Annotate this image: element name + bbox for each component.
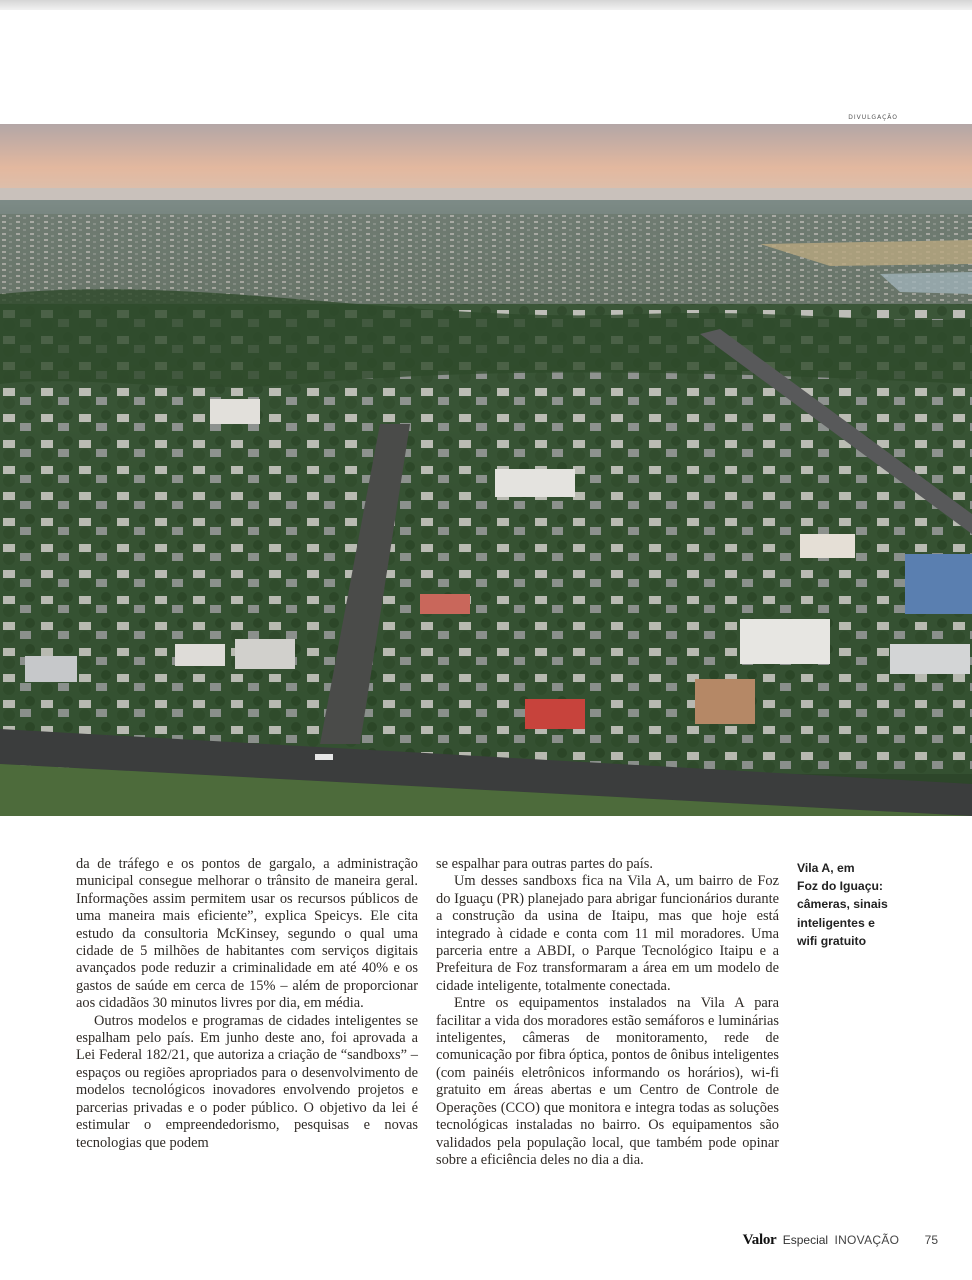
photo-caption bbox=[797, 859, 907, 950]
caption-line: inteligentes e bbox=[797, 915, 875, 930]
article-paragraph: Outros modelos e programas de cidades inteligentes se espalham pelo país. Em junho deste ano, foi aprovada a Lei Federal 182/21, que autoriza a criação de “sandboxs” – espaços ou regiões apropriados para o desenvolvimento de modelos tecnológicos inovadores envolvendo projetos e parcerias privadas e o poder público. O objetivo da lei é estimular o empreendedorismo, pesquisas e novas tecnologias que podem bbox=[76, 1012, 418, 1151]
topic-label: INOVAÇÃO bbox=[834, 1233, 900, 1247]
viewer-top-edge bbox=[0, 0, 972, 10]
article-paragraph: da de tráfego e os pontos de gargalo, a administração municipal consegue melhorar o trânsito de maneira geral. Informações assim permitem usar os recursos públicos de uma maneira mais eficiente”, explica Speicys. Ele cita estudo da consultoria McKinsey, segundo o qual uma cidade de 5 milhões de habitantes com serviços digitais avançados pode reduzir a criminalidade em até 40% e os gastos de saúde em cerca de 15% – além de proporcionar aos cidadãos 30 minutos livres por dia, em média. bbox=[76, 856, 418, 1012]
caption-line: wifi gratuito bbox=[797, 933, 867, 948]
caption-line: câmeras, sinais bbox=[797, 897, 888, 912]
page-number: 75 bbox=[924, 1233, 938, 1247]
article-paragraph: se espalhar para outras partes do país. bbox=[436, 856, 653, 872]
caption-line: Foz do Iguaçu: bbox=[797, 879, 883, 894]
page-footer bbox=[743, 1232, 938, 1249]
brand-logo: Valor bbox=[742, 1232, 777, 1248]
article-paragraph: Um desses sandboxs fica na Vila A, um bairro de Foz do Iguaçu (PR) planejado para abrigar funcionários durante a construção da usina de Itaipu, mas que hoje está integrado à cidade e conta com 11 mil moradores. Uma parceria entre a ABDI, o Parque Tecnológico Itaipu e a Prefeitura de Foz transformaram a área em um modelo de cidade inteligente, totalmente conectada. bbox=[436, 873, 779, 994]
aerial-city-photo bbox=[0, 124, 972, 816]
caption-line: Vila A, em bbox=[797, 861, 855, 875]
photo-credit: DIVULGAÇÃO bbox=[848, 114, 898, 121]
section-label: Especial bbox=[782, 1233, 829, 1247]
article-paragraph: Entre os equipamentos instalados na Vila A para facilitar a vida dos moradores estão semáforos e luminárias inteligentes, câmeras de monitoramento, rede de comunicação por fibra óptica, pontos de ônibus inteligentes (com painéis eletrônicos informando os horários), wi-fi gratuito em áreas abertas e um Centro de Controle de Operações (CCO) que monitora e integra todas as soluções tecnológicas instaladas no bairro. Os equipamentos são validados pela população local, que também pode opinar sobre a eficiência deles no dia a dia. bbox=[436, 995, 779, 1168]
article-column-2 bbox=[436, 856, 779, 1169]
article-column-1 bbox=[76, 856, 418, 1152]
